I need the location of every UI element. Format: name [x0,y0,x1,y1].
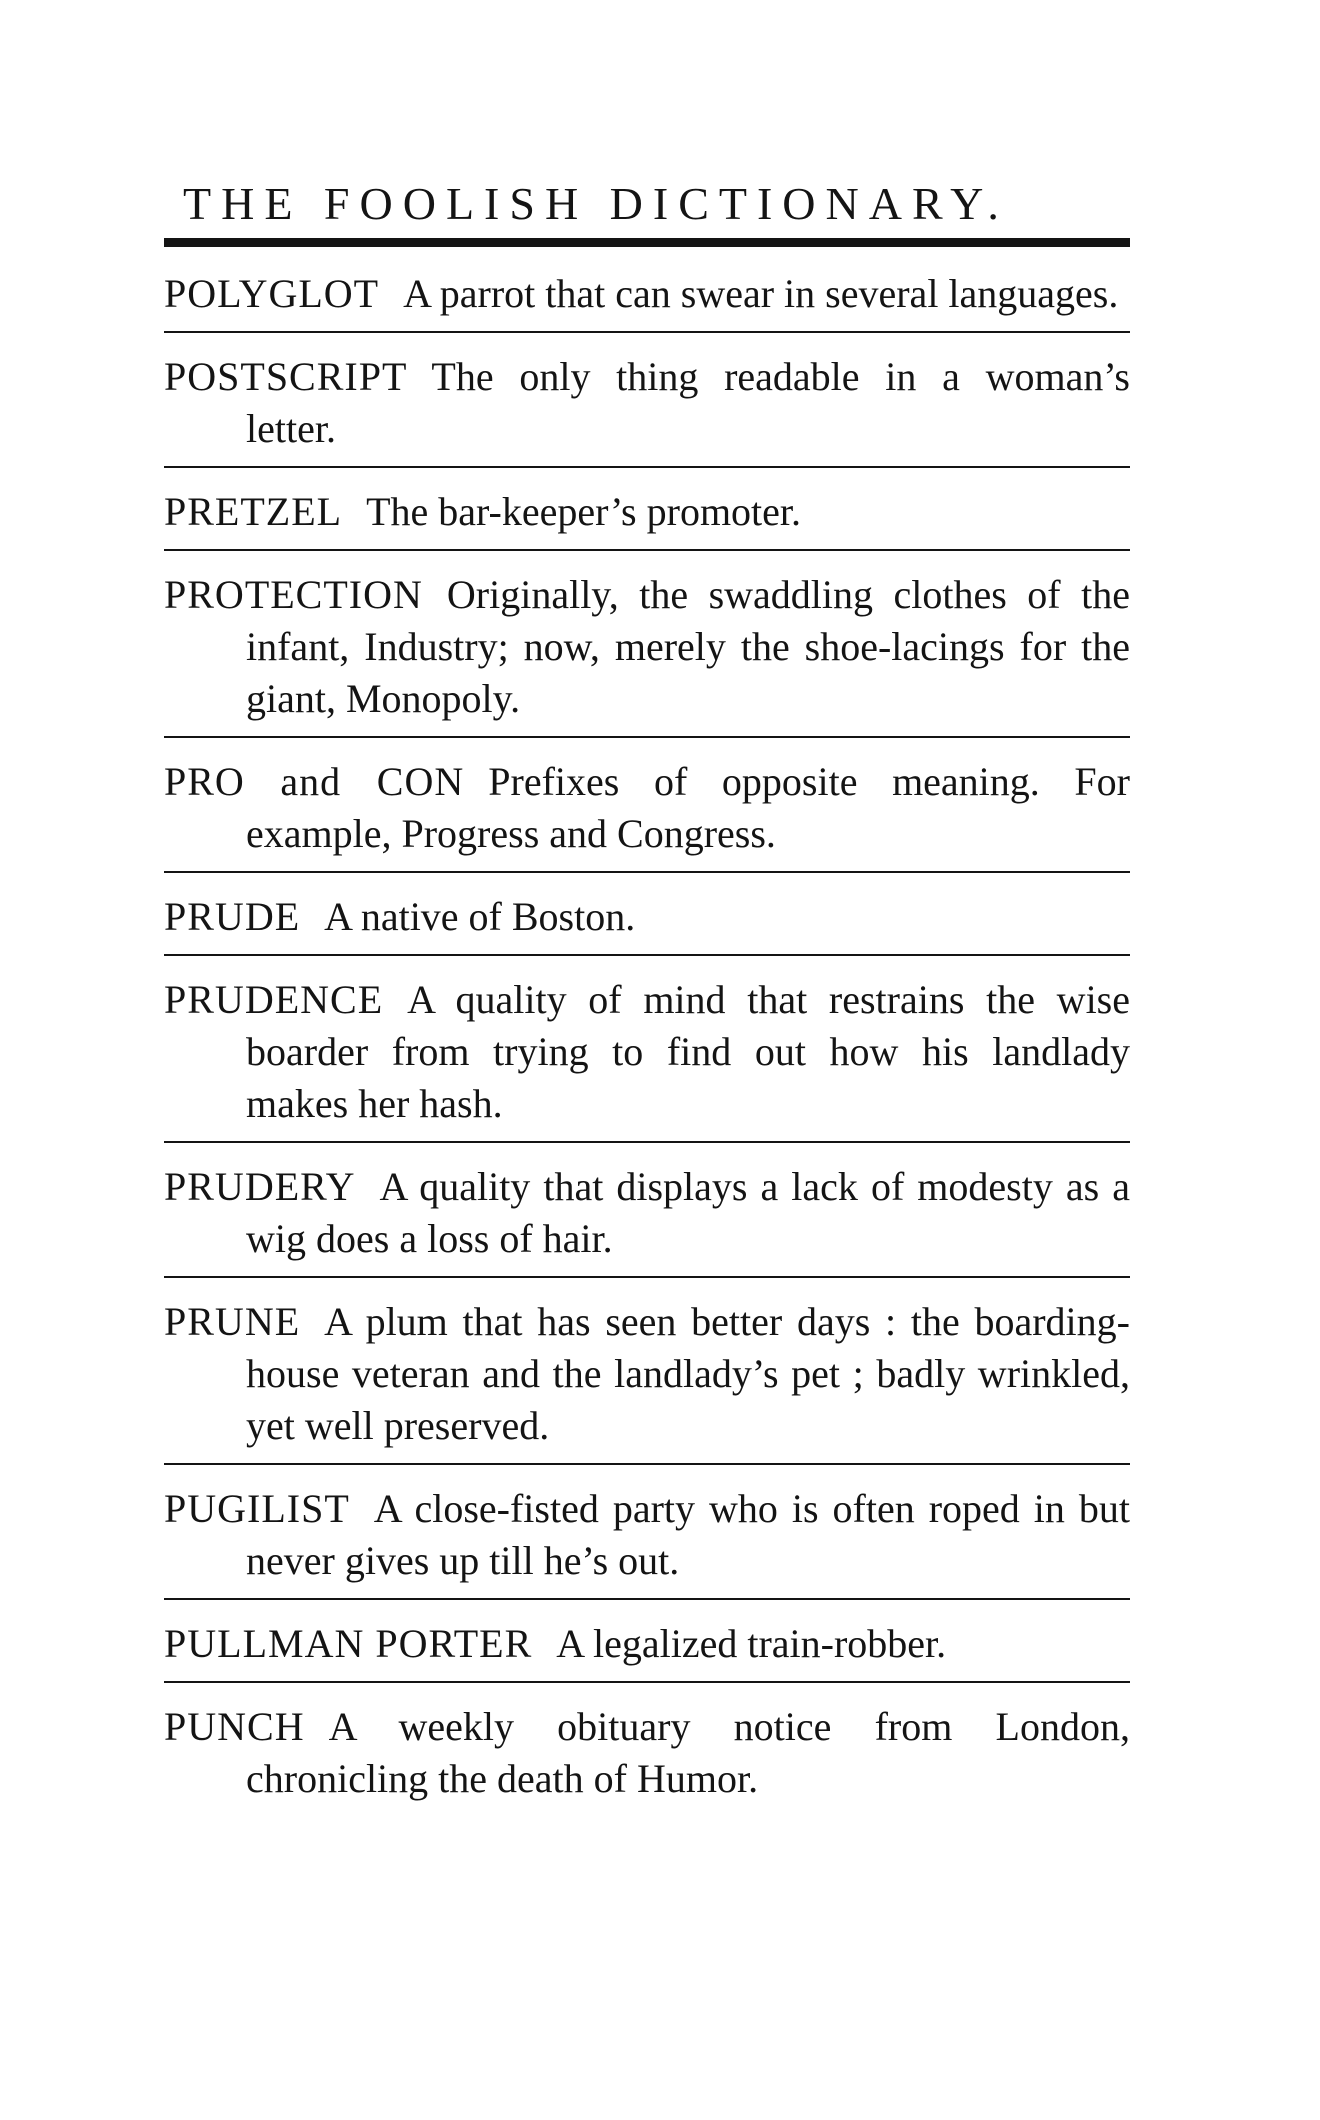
dictionary-entry [164,351,1130,468]
entry-definition: The bar-keeper’s promoter. [366,489,802,534]
entry-definition: A native of Boston. [324,894,636,939]
entry-term: PRUDE [164,894,301,939]
entry-definition: A parrot that can swear in several languages. [403,271,1119,316]
entry-term: PRUNE [164,1299,301,1344]
entry-definition: A legalized train-robber. [556,1621,947,1666]
entry-term: PUNCH [164,1704,305,1749]
entry-term: PRUDERY [164,1164,356,1209]
entry-term: PRO and CON [164,759,465,804]
dictionary-entries [164,268,1130,1834]
entry-definition: Originally, the swaddling clothes of the infant, Industry; now, merely the shoe-lacings for the giant, Monopoly. [246,572,1130,721]
entry-definition: A weekly obituary notice from London, chronicling the death of Humor. [246,1704,1130,1801]
entry-definition: A close-fisted party who is often roped in but never gives up till he’s out. [246,1486,1130,1583]
entry-term: POLYGLOT [164,271,380,316]
running-head: THE FOOLISH DICTIONARY. [183,178,1009,229]
entry-term: POSTSCRIPT [164,354,408,399]
dictionary-entry [164,1161,1130,1278]
entry-term: PRETZEL [164,489,343,534]
entry-definition: Prefixes of opposite meaning. For example, Progress and Congress. [246,759,1130,856]
dictionary-entry [164,1618,1130,1683]
dictionary-entry [164,569,1130,738]
entry-term: PRUDENCE [164,977,384,1022]
dictionary-entry [164,1701,1130,1816]
dictionary-entry [164,1483,1130,1600]
dictionary-entry [164,268,1130,333]
entry-definition: A quality that displays a lack of modesty as a wig does a loss of hair. [246,1164,1130,1261]
dictionary-entry [164,1296,1130,1465]
dictionary-entry [164,891,1130,956]
header-rule [164,238,1130,247]
dictionary-entry [164,486,1130,551]
dictionary-entry [164,756,1130,873]
entry-definition: A quality of mind that restrains the wise boarder from trying to find out how his landlady makes her hash. [246,977,1130,1126]
entry-term: PULLMAN PORTER [164,1621,533,1666]
entry-term: PROTECTION [164,572,423,617]
entry-term: PUGILIST [164,1486,350,1531]
entry-definition: A plum that has seen better days : the boarding-house veteran and the landlady’s pet ; badly wrinkled, yet well preserved. [246,1299,1130,1448]
entry-definition: The only thing readable in a woman’s letter. [246,354,1130,451]
dictionary-entry [164,974,1130,1143]
